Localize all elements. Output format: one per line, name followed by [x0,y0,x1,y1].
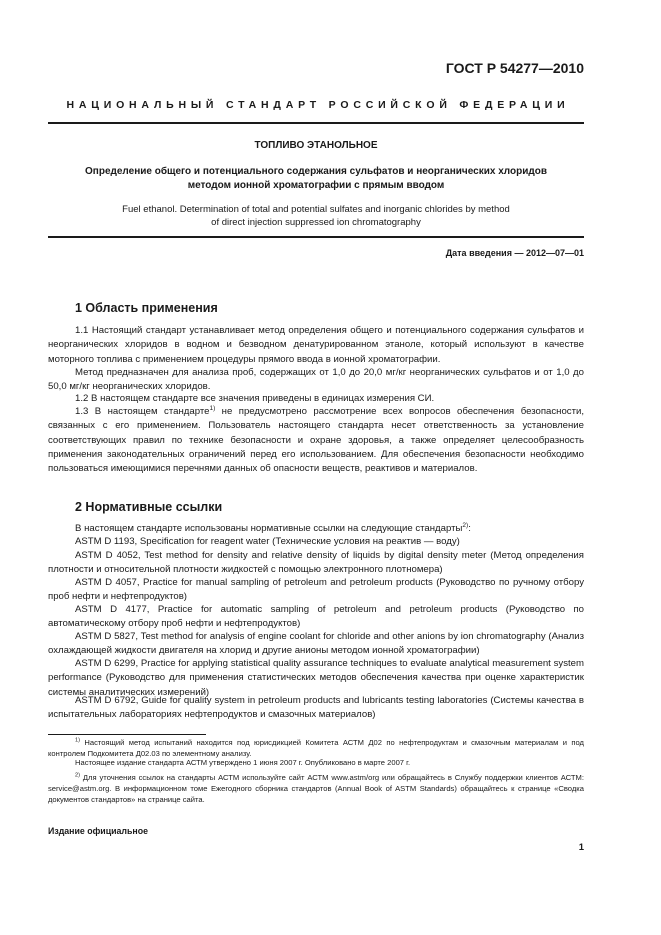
reference-item: ASTM D 4057, Practice for manual sampling of petroleum and petroleum products (Руководство по ручному отбору проб нефти и нефтепродуктов) [48,577,584,603]
divider-top [48,122,584,124]
section-1-paragraph-3: 1.2 В настоящем стандарте все значения приведены в единицах измерения СИ. [75,393,435,404]
footnote-1-text: Настоящий метод испытаний находится под юрисдикцией Комитета АСТМ Д02 по нефтепродуктам и смазочным материалам и под контролем Подкомитета Д02.03 по элементному анализу. [48,738,584,759]
reference-item: ASTM D 1193, Specification for reagent water (Технические условия на реактив — воду) [75,536,460,547]
reference-item: ASTM D 4177, Practice for automatic sampling of petroleum and petroleum products (Руководство по автоматическому отбору проб нефти и нефтепродуктов) [48,604,584,630]
section-1-paragraph-4 [48,405,584,476]
section-2-intro-text: В настоящем стандарте использованы нормативные ссылки на следующие стандарты [75,523,463,534]
section-2-heading: 2 Нормативные ссылки [75,500,223,514]
reference-item: ASTM D 6299, Practice for applying statistical quality assurance techniques to evaluate analytical measurement system performance (Руководство для применения статистических методов обеспечения качества при оценке характеристик системы аналитических измерений) [48,658,584,698]
footnote-2 [48,772,584,806]
footnote-divider [48,734,206,735]
footnote-1-continued: Настоящее издание стандарта АСТМ утверждено 1 июня 2007 г. Опубликовано в марте 2007 г. [75,758,411,767]
introduction-date: Дата введения — 2012—07—01 [445,248,584,258]
standard-title: НАЦИОНАЛЬНЫЙ СТАНДАРТ РОССИЙСКОЙ ФЕДЕРАЦИИ [66,99,570,111]
section-1-heading: 1 Область применения [75,301,218,315]
footnote-ref-1: 1) [209,404,216,412]
product-title: ТОПЛИВО ЭТАНОЛЬНОЕ [254,140,378,151]
official-edition-label: Издание официальное [48,826,148,836]
section-2-intro-end: : [468,523,471,534]
section-1-paragraph-4-rest: не предусмотрено рассмотрение всех вопросов обеспечения безопасности, связанных с его применением. Пользователь настоящего стандарта несет ответственность за установление соответствующих правил по технике безопасности и охране здоровья, а также определяет целесообразность применения законодательных ограничений перед его использованием. Для обеспечения безопасности необходимо пользоваться имеющимися перечнями данных об опасности веществ, реактивов и материалов. [48,406,585,475]
reference-item: ASTM D 6792, Guide for quality system in petroleum products and lubricants testing laboratories (Системы качества в испытательных лабораториях нефтепродуктов и смазочных материалов) [48,695,584,721]
method-title-ru-line2: методом ионной хроматографии с прямым вводом [187,180,445,191]
reference-item: ASTM D 5827, Test method for analysis of engine coolant for chloride and other anions by ion chromatography (Анализ охлаждающей жидкости двигателя на хлорид и другие анионы методом ионной хроматографии) [48,631,584,657]
footnote-1-mark: 1) [75,737,80,744]
method-title-en-line2: of direct injection suppressed ion chromatography [211,217,421,228]
method-title-en-line1: Fuel ethanol. Determination of total and potential sulfates and inorganic chlorides by method [122,204,510,215]
page-number: 1 [578,842,584,853]
document-number: ГОСТ Р 54277—2010 [445,60,584,76]
method-title-ru-line1: Определение общего и потенциального содержания сульфатов и неорганических хлоридов [85,166,547,177]
method-title-en [48,203,584,229]
method-title-ru [48,165,584,193]
section-1-paragraph-2: Метод предназначен для анализа проб, содержащих от 1,0 до 20,0 мг/кг неорганических сульфатов и от 1,0 до 50,0 мг/кг неорганических хлоридов. [48,367,584,393]
reference-item: ASTM D 4052, Test method for density and relative density of liquids by digital density meter (Метод определения плотности и относительной плотности жидкостей с помощью электронного плотномера) [48,550,584,576]
footnote-2-mark: 2) [75,772,80,779]
divider-bottom [48,236,584,238]
footnote-ref-2: 2) [462,521,469,529]
footnote-2-text: Для уточнения ссылок на стандарты АСТМ используйте сайт АСТМ www.astm/org или обращайтесь в Службу поддержки клиентов АСТМ: service@astm.org. В информационном томе Ежегодного сборника стандартов (Annual Book of ASTM Standards) обращайтесь к странице «Сводка документов стандартов» на странице сайта. [48,773,584,805]
section-1-paragraph-4-start: 1.3 В настоящем стандарте [75,406,210,417]
section-1-paragraph-1: 1.1 Настоящий стандарт устанавливает метод определения общего и потенциального содержания сульфатов и неорганических хлоридов в водном и безводном денатурированном этаноле, который используют в качестве моторного топлива с применением процедуры прямого ввода в ионной хроматографии. [48,325,584,365]
